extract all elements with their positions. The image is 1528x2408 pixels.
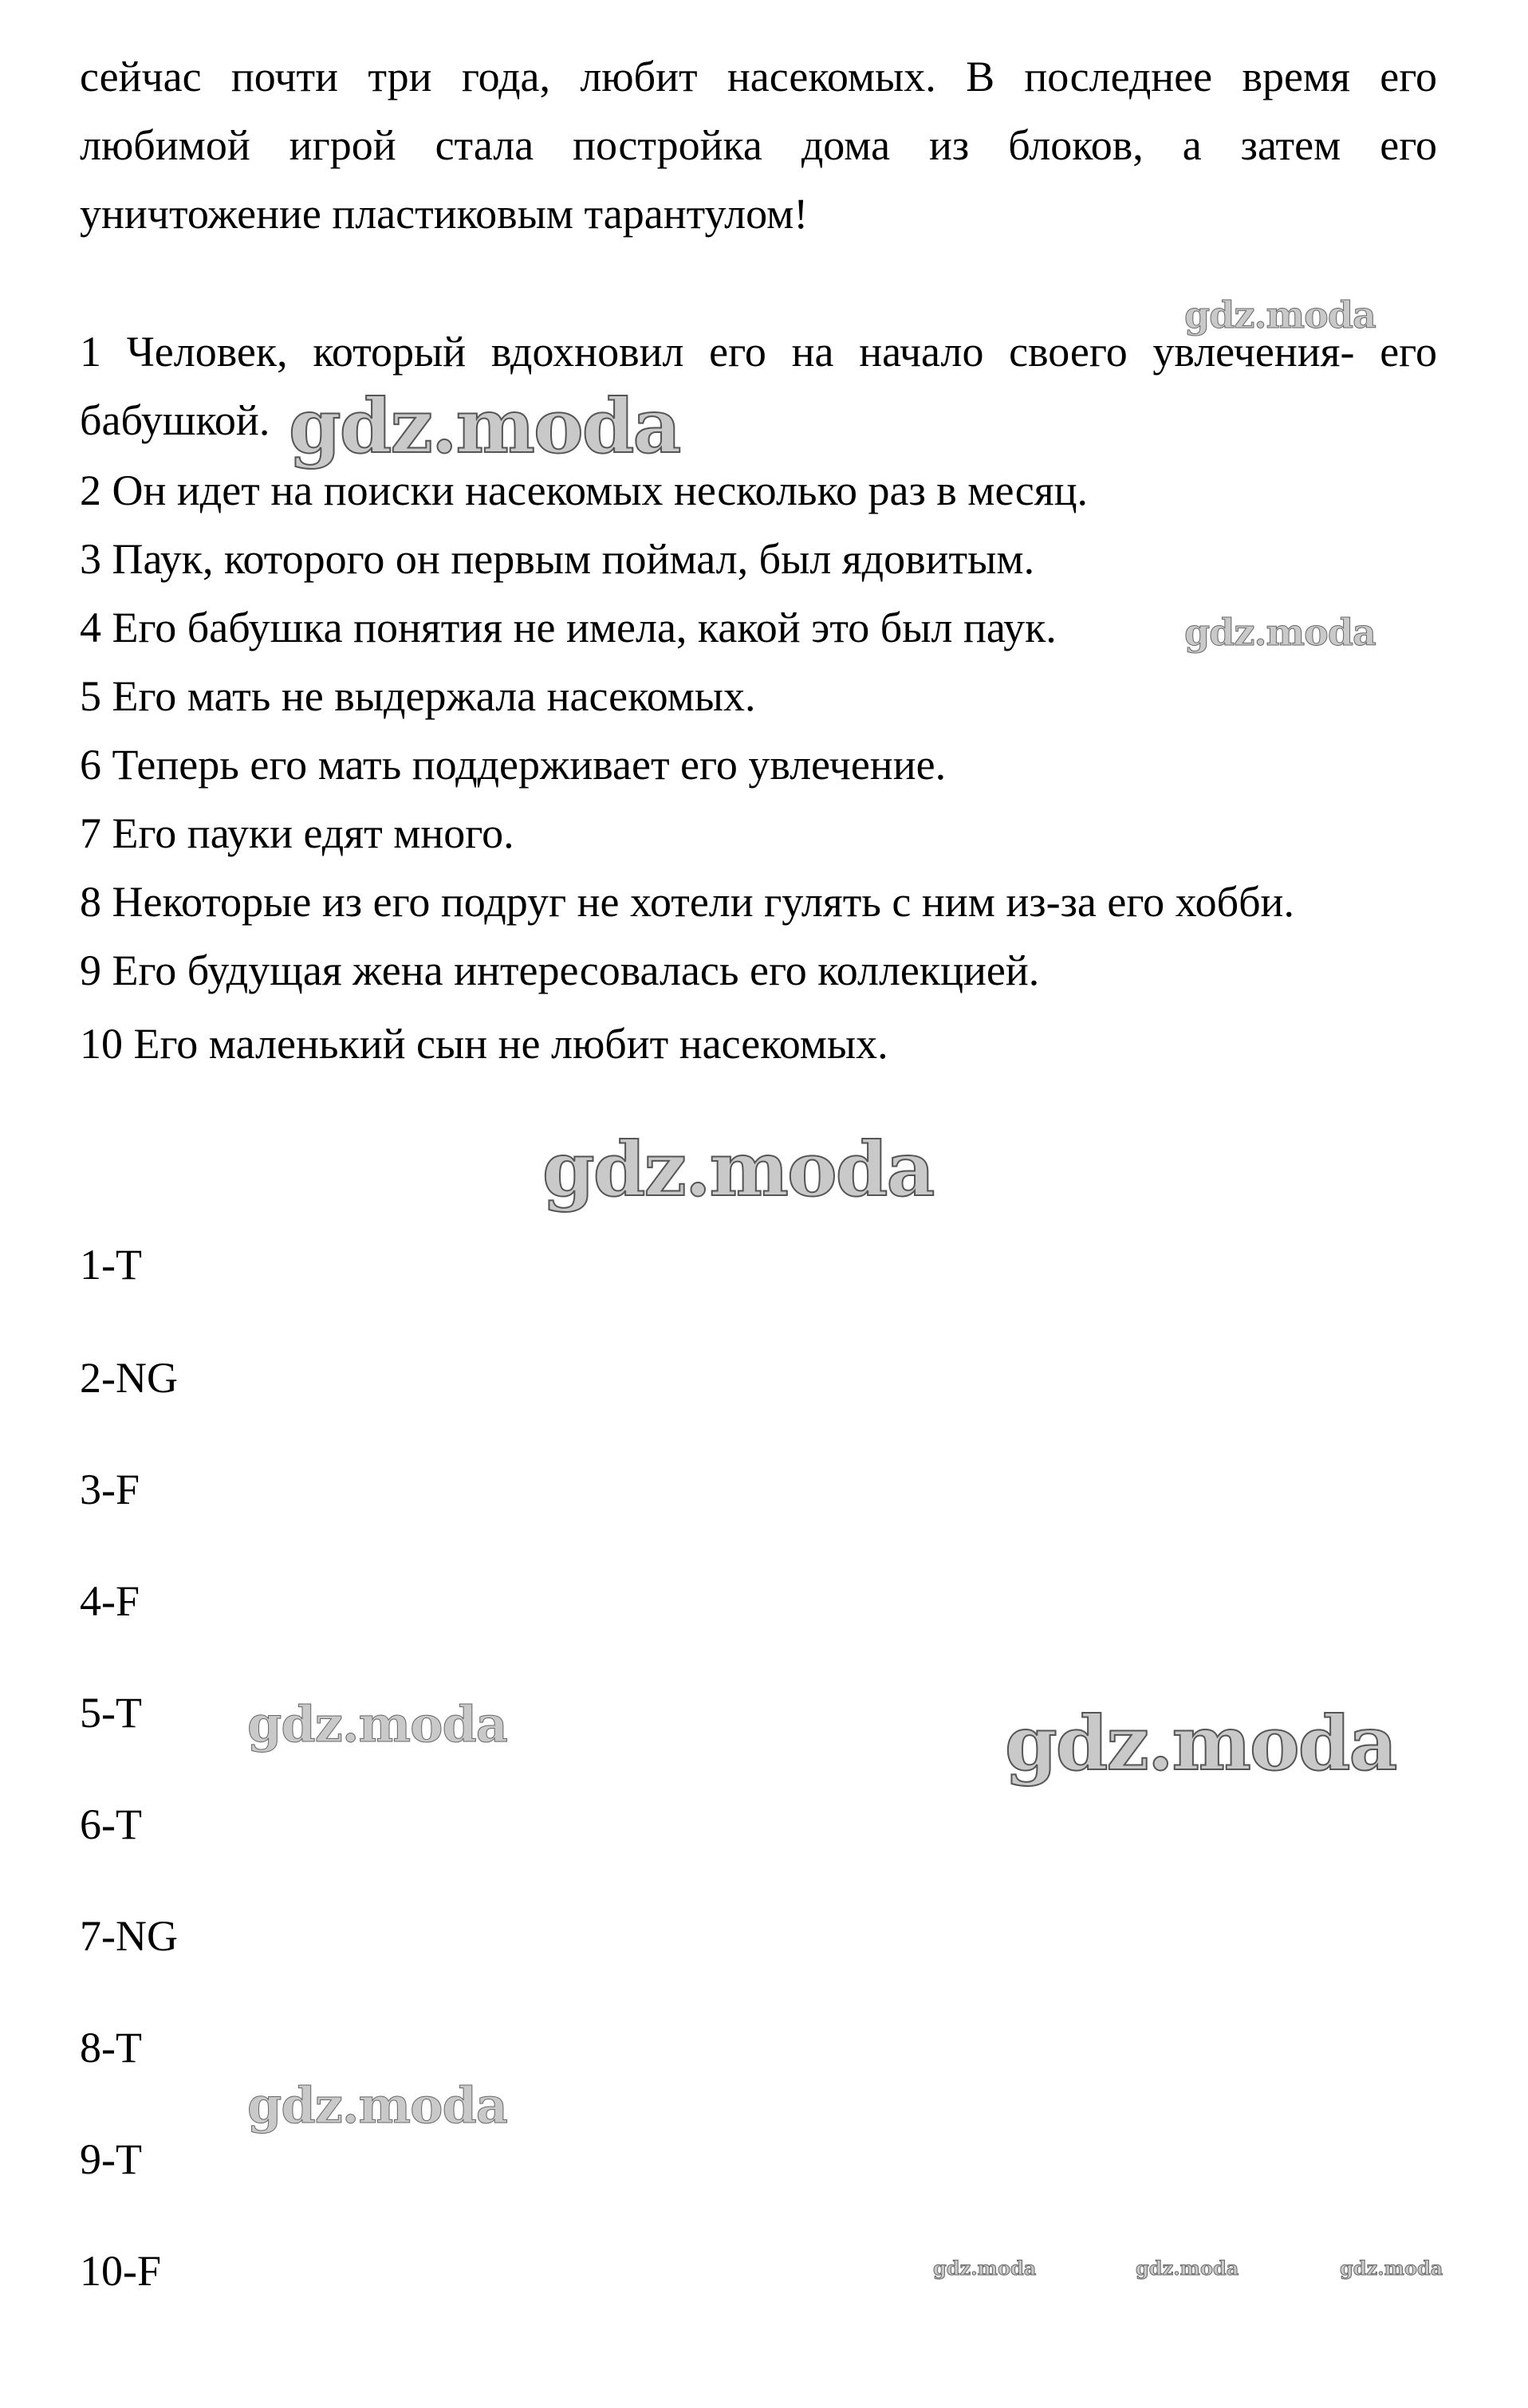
answer-item: 5-T	[80, 1689, 142, 1737]
watermark: gdz.moda	[1340, 2257, 1443, 2280]
answer-item: 10-F	[80, 2247, 162, 2295]
answer-item: 1-T	[80, 1241, 142, 1289]
intro-line: уничтожение пластиковым тарантулом!	[80, 190, 809, 238]
statement-item: 4 Его бабушка понятия не имела, какой это был паук.	[80, 604, 1057, 651]
watermark: gdz.moda	[1184, 293, 1376, 336]
answer-item: 6-T	[80, 1800, 142, 1848]
watermark: gdz.moda	[1136, 2257, 1239, 2280]
statement-item: 6 Теперь его мать поддерживает его увлечение.	[80, 741, 947, 789]
statement-item: 8 Некоторые из его подруг не хотели гулять с ним из-за его хобби.	[80, 878, 1294, 926]
statement-item: 2 Он идет на поиски насекомых несколько раз в месяц.	[80, 466, 1088, 514]
watermark: gdz.moda	[1005, 1700, 1396, 1788]
answer-item: 7-NG	[80, 1912, 178, 1960]
statement-item: 10 Его маленький сын не любит насекомых.	[80, 1020, 888, 1068]
watermark: gdz.moda	[247, 2076, 507, 2135]
statement-item: 5 Его мать не выдержала насекомых.	[80, 672, 756, 720]
answer-item: 2-NG	[80, 1354, 178, 1402]
watermark: gdz.moda	[542, 1126, 934, 1214]
statement-item: бабушкой.	[80, 396, 270, 444]
statement-item: 9 Его будущая жена интересовалась его коллекцией.	[80, 946, 1040, 994]
answer-item: 4-F	[80, 1577, 140, 1625]
watermark: gdz.moda	[289, 383, 680, 470]
answer-item: 9-T	[80, 2135, 142, 2183]
statement-item: 1 Человек, который вдохновил его на начало своего увлечения- его	[80, 328, 1437, 376]
watermark: gdz.moda	[1184, 611, 1376, 654]
statement-item: 7 Его пауки едят много.	[80, 809, 514, 857]
intro-line: любимой игрой стала постройка дома из блоков, а затем его	[80, 121, 1437, 169]
answer-item: 3-F	[80, 1466, 140, 1513]
watermark: gdz.moda	[247, 1695, 507, 1753]
answer-item: 8-T	[80, 2024, 142, 2072]
watermark: gdz.moda	[933, 2257, 1037, 2280]
intro-line: сейчас почти три года, любит насекомых. В последнее время его	[80, 53, 1437, 100]
statement-item: 3 Паук, которого он первым поймал, был ядовитым.	[80, 535, 1035, 583]
